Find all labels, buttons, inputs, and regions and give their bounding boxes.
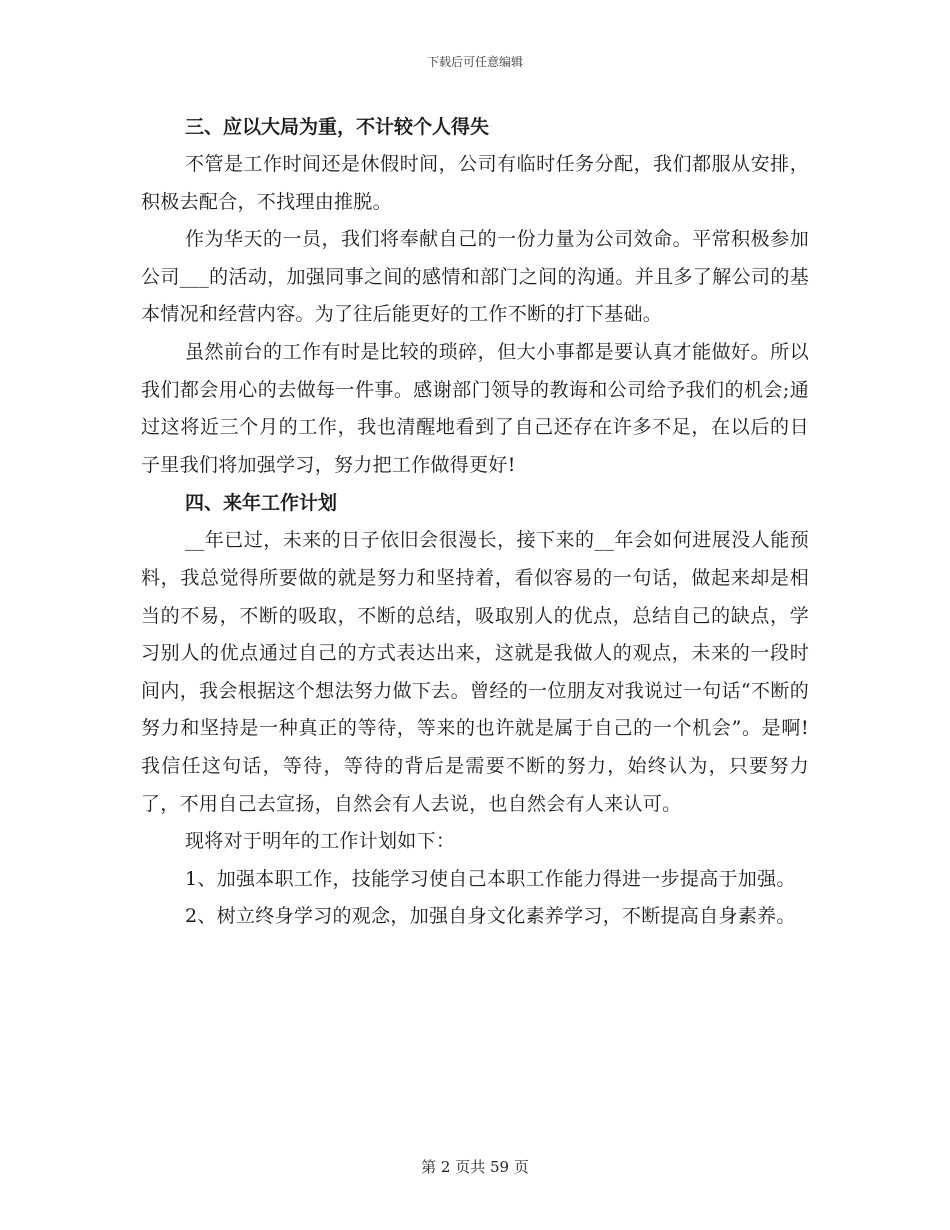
page-number: 第 2 页共 59 页: [421, 1158, 529, 1176]
paragraph: 2、树立终身学习的观念，加强自身文化素养学习，不断提高自身素养。: [185, 905, 796, 928]
paragraph: __年已过，未来的日子依旧会很漫长，接下来的__年会如何进展没人能预料，我总觉得所要做的就是努力和坚持着，看似容易的一句话，做起来却是相当的不易，不断的吸取，不断的总结，吸取别人的优点，总结自己的缺点，学习别人的优点通过自己的方式表达出来，这就是我做人的观点，未来的一段时间内，我会根据这个想法努力做下去。曾经的一位朋友对我说过一句话“不断的努力和坚持是一种真正的等待，等来的也许就是属于自己的一个机会”。是啊!我信任这句话，等待，等待的背后是需要不断的努力，始终认为，只要努力了，不用自己去宣扬，自然会有人去说，也自然会有人来认可。: [141, 529, 809, 815]
document-body: [141, 108, 809, 936]
paragraph: 作为华天的一员，我们将奉献自己的一份力量为公司效命。平常积极参加公司___的活动，加强同事之间的感情和部门之间的沟通。并且多了解公司的基本情况和经营内容。为了往后能更好的工作不断的打下基础。: [141, 228, 809, 326]
paragraph: 不管是工作时间还是休假时间，公司有临时任务分配，我们都服从安排，积极去配合，不找理由推脱。: [141, 153, 809, 213]
paragraph: 虽然前台的工作有时是比较的琐碎，但大小事都是要认真才能做好。所以我们都会用心的去做每一件事。感谢部门领导的教诲和公司给予我们的机会;通过这将近三个月的工作，我也清醒地看到了自己还存在许多不足，在以后的日子里我们将加强学习，努力把工作做得更好!: [141, 340, 809, 476]
paragraph: 1、加强本职工作，技能学习使自己本职工作能力得进一步提高于加强。: [185, 867, 796, 890]
section-heading-3: 三、应以大局为重，不计较个人得失: [185, 116, 490, 138]
section-heading-4: 四、来年工作计划: [185, 492, 338, 515]
header-note: 下载后可任意编辑: [426, 55, 523, 69]
paragraph: 现将对于明年的工作计划如下：: [185, 830, 456, 853]
